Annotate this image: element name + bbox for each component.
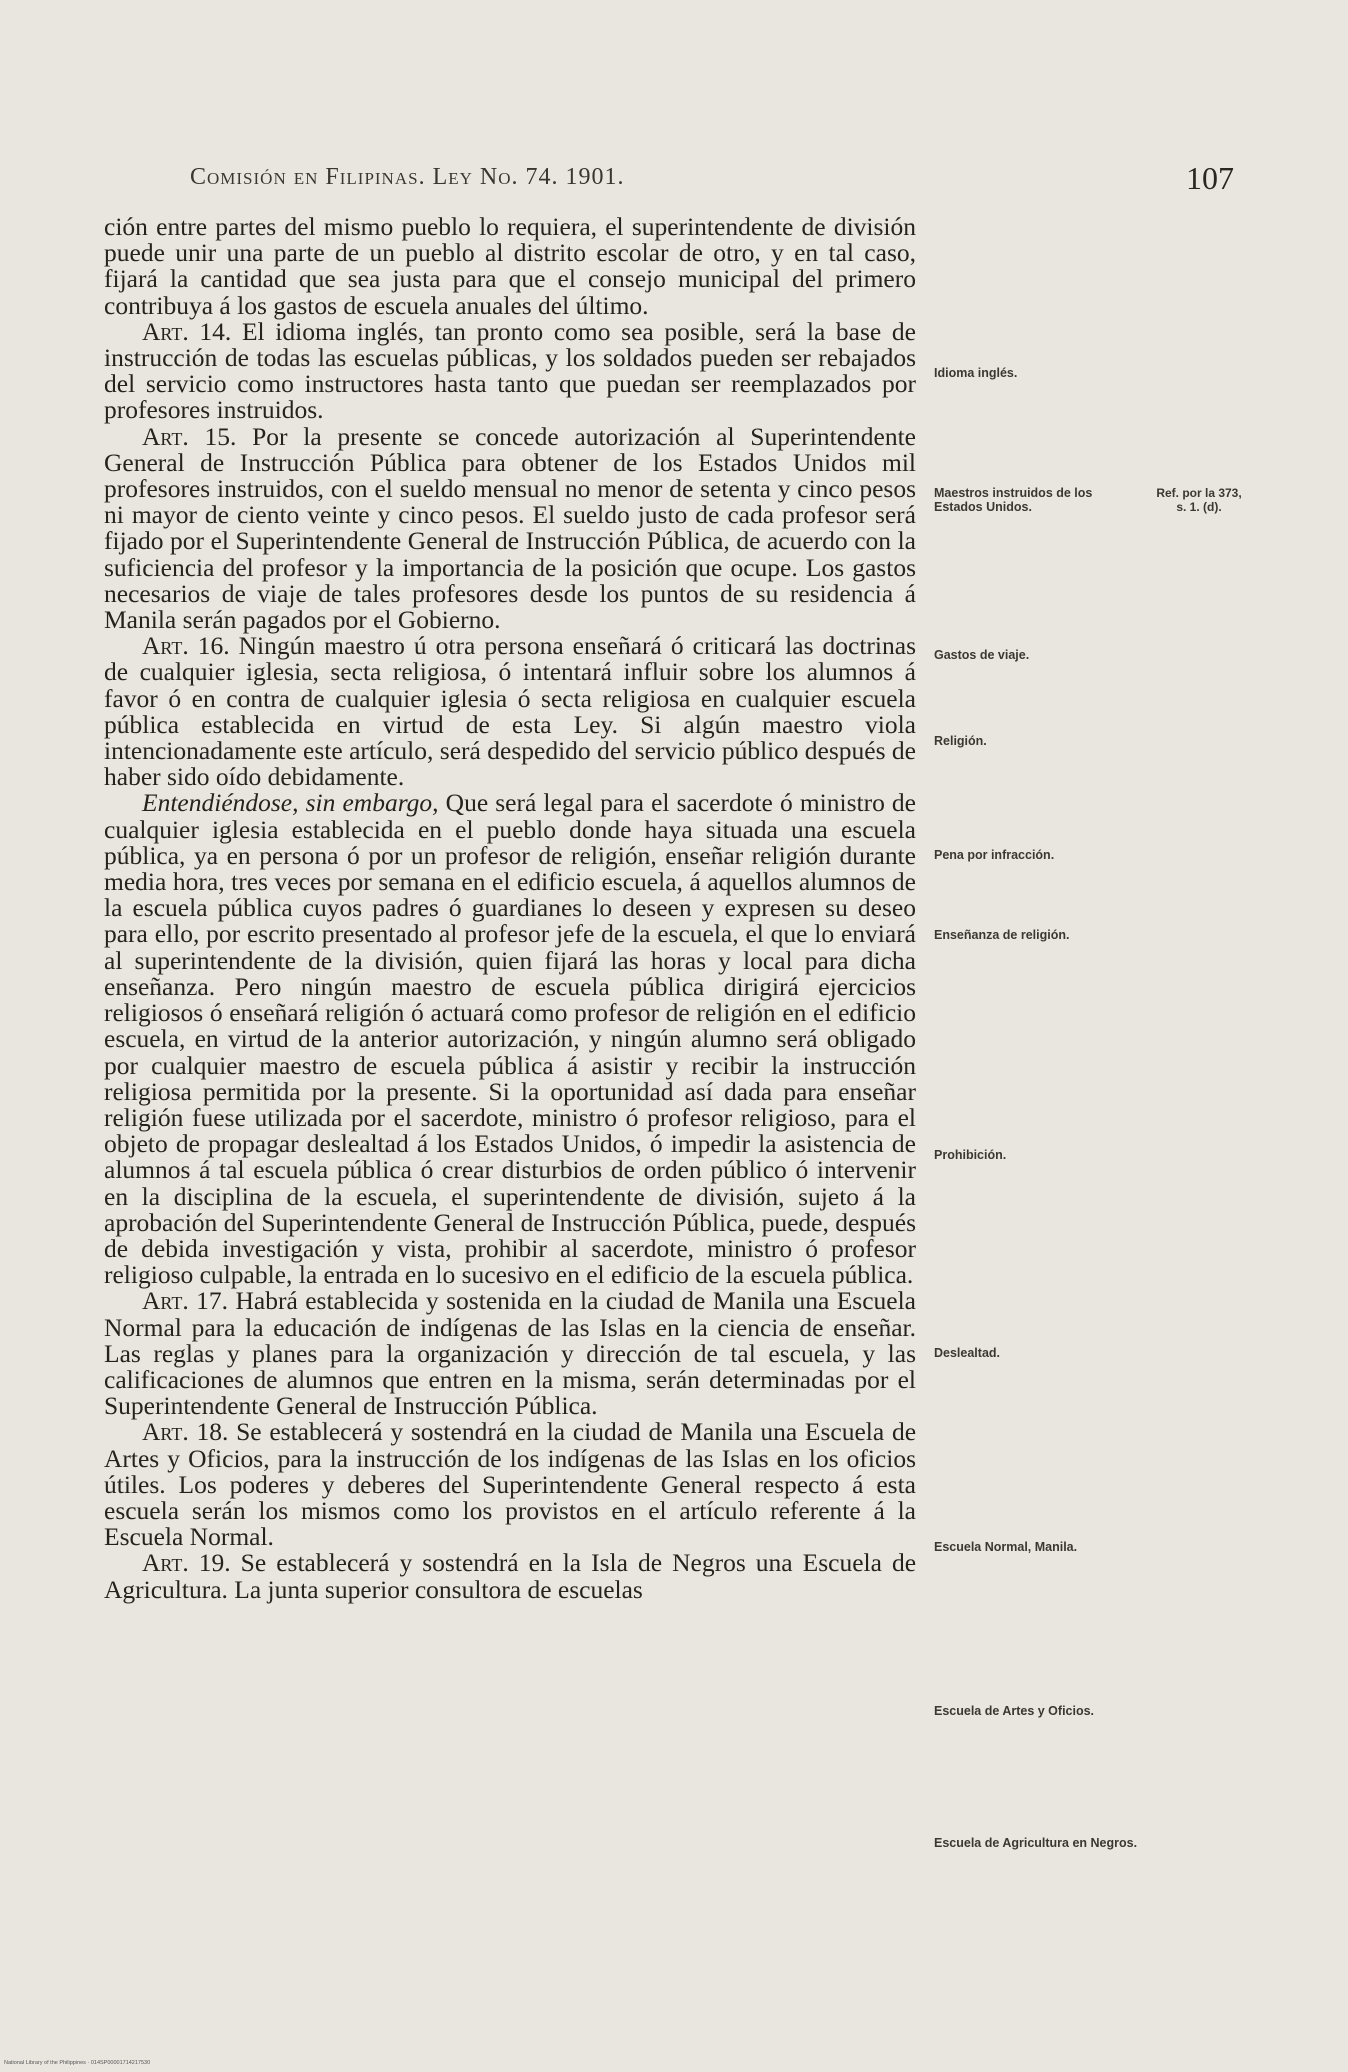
article-text: Ningún maestro ú otra persona enseñará ó criticará las doctrinas de cualquier iglesia, secta religiosa, ó intentará influir sobre los alumnos á favor ó en contra de cualquier iglesia ó secta religiosa en cualquier escuela pública establecida en virtud de esta Ley. Si algún maestro viola intencionadamente este artículo, será despedido del servicio público después de haber sido oído debidamente.: [104, 631, 916, 792]
margin-note-pena: Pena por infracción.: [934, 848, 1055, 862]
article-text: Se establecerá y sostendrá en la Isla de Negros una Escuela de Agricultura. La junta superior consultora de escuelas: [104, 1548, 917, 1604]
margin-note-gastos: Gastos de viaje.: [934, 648, 1030, 662]
margin-note-ensenanza: Enseñanza de religión.: [934, 928, 1070, 942]
proviso-paragraph: [104, 790, 916, 1288]
article-17: [104, 1288, 916, 1419]
article-text: Se establecerá y sostendrá en la ciudad de Manila una Escuela de Artes y Oficios, para la instrucción de los indígenas de las Islas en los oficios útiles. Los poderes y deberes del Superintendente General respecto á esta escuela serán los mismos como los provistos en el artículo referente á la Escuela Normal.: [104, 1417, 917, 1552]
article-label: Art. 18.: [142, 1417, 229, 1447]
margin-note-agricultura: Escuela de Agricultura en Negros.: [934, 1836, 1138, 1850]
article-16: [104, 633, 916, 790]
article-label: Art. 17.: [142, 1286, 229, 1316]
margin-note-prohibicion: Prohibición.: [934, 1148, 1007, 1162]
running-head: Comisión en Filipinas. Ley No. 74. 1901.: [190, 164, 625, 190]
margin-note-maestros: Maestros instruidos de los Estados Unidos.: [934, 486, 1093, 514]
article-label: Art. 16.: [142, 631, 230, 661]
article-19: [104, 1550, 916, 1602]
article-label: Art. 19.: [142, 1548, 231, 1578]
article-label: Art. 14.: [142, 316, 232, 346]
article-text: Por la presente se concede autorización al Superintendente General de Instrucción Pública para obtener de los Estados Unidos mil profesores instruidos, con el sueldo mensual no menor de setenta y cinco pesos ni mayor de ciento veinte y cinco pesos. El sueldo justo de cada profesor será fijado por el Superintendente General de Instrucción Pública, de acuerdo con la suficiencia del profesor y la importancia de la posición que ocupe. Los gastos necesarios de viaje de tales profesores desde los puntos de su residencia á Manila serán pagados por el Gobierno.: [104, 421, 916, 635]
article-text: Habrá establecida y sostenida en la ciudad de Manila una Escuela Normal para la educación de indígenas de las Islas en la ciencia de enseñar. Las reglas y planes para la organización y dirección de tal escuela, y las calificaciones de alumnos que entren en la misma, serán determinadas por el Superintendente General de Instrucción Pública.: [104, 1286, 916, 1421]
library-stamp: National Library of the Philippines · 014SP00001714217530: [4, 2060, 151, 2066]
article-18: [104, 1419, 916, 1550]
margin-note-religion: Religión.: [934, 734, 987, 748]
article-15: [104, 421, 916, 635]
page-number: 107: [1186, 160, 1234, 196]
paragraph-continuation: ción entre partes del mismo pueblo lo requiera, el superintendente de división puede unir una parte de un pueblo al distrito escolar de otro, y en tal caso, fijará la cantidad que sea justa para que el consejo municipal del primero contribuya á los gastos de escuela anuales del último.: [104, 212, 916, 320]
margin-note-deslealtad: Deslealtad.: [934, 1346, 1001, 1360]
proviso-italic: Entendiéndose, sin embargo,: [142, 788, 439, 818]
article-text: El idioma inglés, tan pronto como sea posible, será la base de instrucción de todas las escuelas públicas, y los soldados pueden ser rebajados del servicio como instructores hasta tanto que puedan ser reemplazados por profesores instruidos.: [104, 316, 916, 425]
margin-note-idioma: Idioma inglés.: [934, 366, 1018, 380]
margin-note-normal: Escuela Normal, Manila.: [934, 1540, 1078, 1554]
margin-note-ref: Ref. por la 373, s. 1. (d).: [1156, 486, 1242, 514]
margin-note-artes: Escuela de Artes y Oficios.: [934, 1704, 1095, 1718]
article-14: [104, 316, 916, 425]
proviso-text: Que será legal para el sacerdote ó ministro de cualquier iglesia establecida en el pueblo donde haya situada una escuela pública, ya en persona ó por un profesor de religión, enseñar religión durante media hora, tres veces por semana en el edificio escuela, á aquellos alumnos de la escuela pública cuyos padres ó guardianes lo deseen y expresen su deseo para ello, por escrito presentado al profesor jefe de la escuela, el que lo enviará al superintendente de la división, quien fijará las horas y local para dicha enseñanza. Pero ningún maestro de escuela pública dirigirá ejercicios religiosos ó enseñará religión ó actuará como profesor de religión en el edificio escuela, en virtud de la anterior autorización, y ningún alumno será obligado por cualquier maestro de escuela pública á asistir y recibir la instrucción religiosa permitida por la presente. Si la oportunidad así dada para enseñar religión fuese utilizada por el sacerdote, ministro ó profesor religioso, para el objeto de propagar deslealtad á los Estados Unidos, ó impedir la asistencia de alumnos á tal escuela pública ó crear disturbios de orden público ó intervenir en la disciplina de la escuela, el superintendente de división, sujeto á la aprobación del Superintendente General de Instrucción Pública, puede, después de debida investigación y vista, prohibir al sacerdote, ministro ó profesor religioso culpable, la entrada en lo sucesivo en el edificio de la escuela pública.: [104, 788, 917, 1290]
article-label: Art. 15.: [142, 421, 237, 451]
body-text: [104, 214, 916, 1603]
